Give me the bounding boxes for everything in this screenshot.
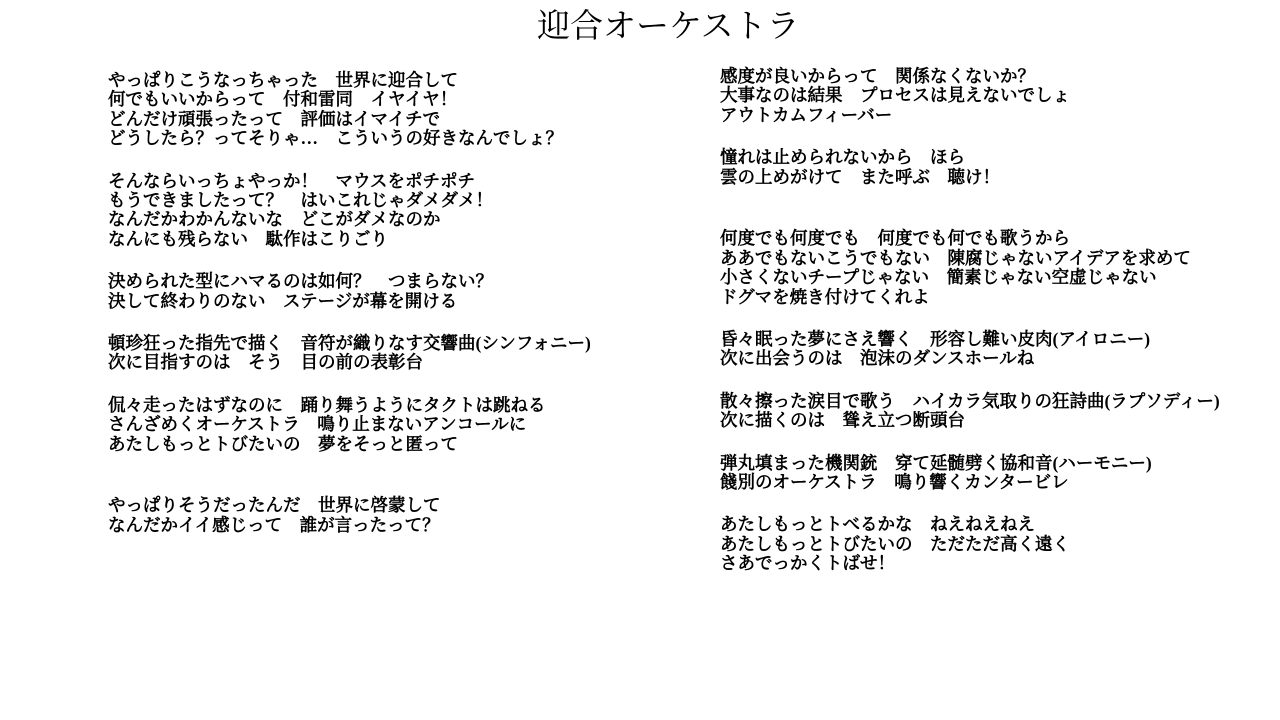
stanza-left-5	[108, 396, 591, 454]
lyric-line: あたしもっとトびたいの 夢をそっと匿って	[108, 433, 458, 454]
stanza-right-6	[720, 454, 1220, 493]
lyric-line: なんにも残らない 駄作はこりごり	[108, 228, 388, 249]
lyrics-column-left	[108, 71, 591, 558]
lyric-line: あたしもっとトべるかな ねえねえねえ	[720, 514, 1035, 535]
stanza-left-4	[108, 334, 591, 373]
lyric-line: どうしたら？ってそりゃ… こういうの好きなんでしょ？	[108, 128, 563, 149]
stanza-left-6	[108, 496, 591, 535]
lyric-line: 憧れは止められないから ほら	[720, 147, 965, 168]
lyric-line: 頓珍狂った指先で描く 音符が織りなす交響曲(シンフォニー)	[108, 333, 591, 354]
lyric-line: そんならいっちょやっか！ マウスをポチポチ	[108, 170, 475, 191]
lyric-line: どんだけ頑張ったって 評価はイマイチで	[108, 108, 441, 129]
stanza-right-3	[720, 229, 1220, 307]
stanza-right-7	[720, 515, 1220, 573]
stanza-right-1	[720, 67, 1220, 125]
lyric-line: 次に目指すのは そう 目の前の表彰台	[108, 352, 423, 373]
lyric-line: やっぱりそうだったんだ 世界に啓蒙して	[108, 495, 441, 516]
lyric-line: 餞別のオーケストラ 鳴り響くカンタービレ	[720, 472, 1069, 493]
lyric-line: 決して終わりのない ステージが幕を開ける	[108, 290, 458, 311]
lyric-line: 何度でも何度でも 何度でも何でも歌うから	[720, 228, 1070, 249]
lyric-line: 感度が良いからって 関係なくないか？	[720, 66, 1035, 86]
stanza-left-3	[108, 272, 591, 311]
lyric-line: 次に描くのは 聳え立つ断頭台	[720, 410, 965, 431]
stanza-right-2	[720, 148, 1220, 187]
page-title: 迎合オーケストラ	[537, 9, 800, 45]
lyric-line: 小さくないチープじゃない 簡素じゃない空虚じゃない	[720, 267, 1157, 288]
lyric-line: 決められた型にハマるのは如何？ つまらない？	[108, 271, 493, 292]
lyric-line: 散々擦った涙目で歌う ハイカラ気取りの狂詩曲(ラプソディー)	[720, 390, 1220, 411]
lyric-line: ああでもないこうでもない 陳腐じゃないアイデアを求めて	[720, 247, 1191, 268]
lyric-line: さあでっかくトばせ！	[720, 553, 895, 574]
stanza-right-5	[720, 392, 1220, 431]
lyric-line: 大事なのは結果 プロセスは見えないでしょ	[720, 85, 1070, 106]
lyric-line: さんざめくオーケストラ 鳴り止まないアンコールに	[108, 414, 527, 435]
lyric-line: 何でもいいからって 付和雷同 イヤイヤ！	[108, 89, 458, 110]
lyric-line: 弾丸填まった機関銃 穿て延髄劈く協和音(ハーモニー)	[720, 452, 1152, 473]
lyric-line: アウトカムフィーバー	[720, 104, 893, 125]
lyric-line: 雲の上めがけて また呼ぶ 聴け！	[720, 166, 1000, 187]
lyric-line: やっぱりこうなっちゃった 世界に迎合して	[108, 70, 458, 90]
stanza-left-2	[108, 172, 591, 250]
lyrics-column-right	[720, 67, 1220, 597]
lyric-line: もうできましたって？ はいこれじゃダメダメ！	[108, 190, 493, 211]
lyric-line: ドグマを焼き付けてくれよ	[720, 286, 930, 307]
lyric-line: なんだかイイ感じって 誰が言ったって？	[108, 514, 440, 535]
lyric-line: 次に出会うのは 泡沫のダンスホールね	[720, 348, 1035, 369]
stanza-right-4	[720, 330, 1220, 369]
lyric-line: 侃々走ったはずなのに 踊り舞うようにタクトは跳ねる	[108, 394, 546, 415]
lyric-line: あたしもっとトびたいの ただただ高く遠く	[720, 533, 1070, 554]
stanza-left-1	[108, 71, 591, 149]
lyric-line: 昏々眠った夢にさえ響く 形容し難い皮肉(アイロニー)	[720, 329, 1151, 350]
lyric-line: なんだかわかんないな どこがダメなのか	[108, 209, 441, 230]
